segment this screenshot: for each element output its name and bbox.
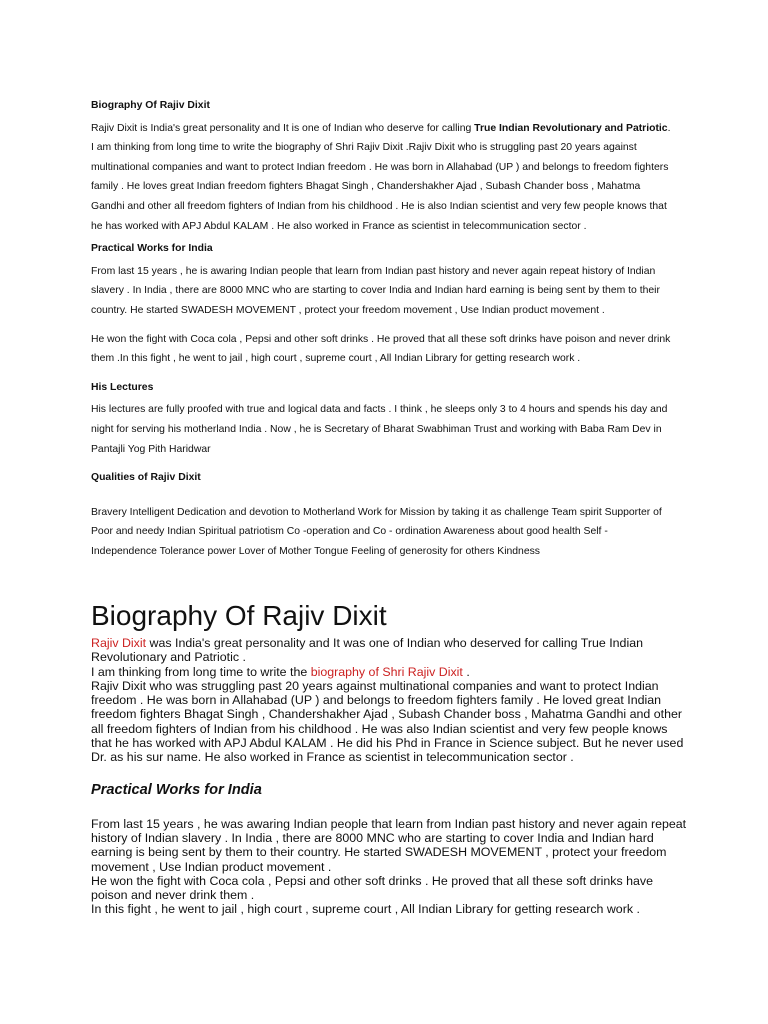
bottom-paragraph-bio: Rajiv Dixit who was struggling past 20 years against multinational companies and want to protect Indian freedom . He was born in Allahabad (UP ) and belongs to freedom fighters family . He loved great Indian freedom fighters Bhagat Singh , Chandershakher Ajad , Subash Chander boss , Mahatma Gandhi and other all freedom fighters of Indian from his childhood . He was also Indian scientist and very few people knows that he has worked with APJ Abdul KALAM . He did his Phd in France in Science subject. But he never used Dr. as his sur name. He also worked in France as scientist in telecommunication sector . <box>91 678 684 765</box>
bottom-paragraph-practical-3: In this fight , he went to jail , high court , supreme court , All Indian Library for getting research work . <box>91 902 640 917</box>
top-intro-text: Rajiv Dixit is India's great personality and It is one of Indian who deserve for calling <box>91 122 475 134</box>
bottom-paragraph-practical-1: From last 15 years , he was awaring Indian people that learn from Indian past history and never again repeat history of Indian slavery . In India , there are 8000 MNC who are starting to cover India and Indian hard earning is being sent by them to their country. He started SWADESH MOVEMENT , protect your freedom movement , Use Indian product movement . <box>91 816 687 874</box>
top-heading-lectures: His Lectures <box>91 381 154 393</box>
top-paragraph-practical-2: He won the fight with Coca cola , Pepsi and other soft drinks . He proved that all these soft drinks have poison and never drink them .In this fight , he went to jail , high court , supreme court , All Indian Library for getting research work . <box>91 333 671 365</box>
top-paragraph-bio: I am thinking from long time to write the biography of Shri Rajiv Dixit .Rajiv Dixit who is struggling past 20 years against multinational companies and want to protect Indian freedom . He was born in Allahabad (UP ) and belongs to freedom fighters family . He loves great Indian freedom fighters Bhagat Singh , Chandershakher Ajad , Subash Chander boss , Mahatma Gandhi and other all freedom fighters of Indian from his childhood . He is also Indian scientist and very few people knows that he has worked with APJ Abdul KALAM . He also worked in France as scientist in telecommunication sector . <box>91 142 669 232</box>
top-intro-bold: True Indian Revolutionary and Patriotic <box>474 122 668 134</box>
rajiv-dixit-link[interactable]: Rajiv Dixit <box>91 636 147 650</box>
bottom-intro-rest: was India's great personality and It was one of Indian who deserved for calling True Indian Revolutionary and Patriotic . <box>91 636 643 665</box>
top-paragraph-lectures: His lectures are fully proofed with true and logical data and facts . I think , he sleeps only 3 to 4 hours and spends his day and night for serving his motherland India . Now , he is Secretary of Bharat Swabhiman Trust and working with Baba Ram Dev in Pantajli Yog Pith Haridwar <box>91 404 668 455</box>
bottom-thinking-end: . <box>462 664 470 679</box>
top-paragraph-practical-1: From last 15 years , he is awaring Indian people that learn from Indian past history and never again repeat history of Indian slavery . In India , there are 8000 MNC who are starting to cover India and Indian hard earning is being sent by them to their country. He started SWADESH MOVEMENT , protect your freedom movement , Use Indian product movement . <box>91 265 660 316</box>
top-title: Biography Of Rajiv Dixit <box>91 100 210 111</box>
top-intro <box>91 119 671 139</box>
bottom-heading-practical: Practical Works for India <box>91 781 262 798</box>
bottom-intro <box>91 636 691 665</box>
bottom-thinking <box>91 665 691 679</box>
biography-link[interactable]: biography of Shri Rajiv Dixit <box>310 664 463 679</box>
top-intro-end: . <box>667 122 671 134</box>
bottom-paragraph-practical-2: He won the fight with Coca cola , Pepsi and other soft drinks . He proved that all these soft drinks have poison and never drink them . <box>91 873 654 903</box>
bottom-section <box>91 598 691 917</box>
top-paragraph-qualities: Bravery Intelligent Dedication and devotion to Motherland Work for Mission by taking it as challenge Team spirit Supporter of Poor and needy Indian Spiritual patriotism Co -operation and Co - ordination Awareness about good health Self - Independence Tolerance power Lover of Mother Tongue Feeling of generosity for others Kindness <box>91 506 662 557</box>
top-heading-practical: Practical Works for India <box>91 243 213 255</box>
top-section <box>91 96 671 561</box>
bottom-thinking-text: I am thinking from long time to write the <box>91 664 311 679</box>
top-heading-qualities: Qualities of Rajiv Dixit <box>91 472 201 484</box>
bottom-title: Biography Of Rajiv Dixit <box>91 600 387 631</box>
